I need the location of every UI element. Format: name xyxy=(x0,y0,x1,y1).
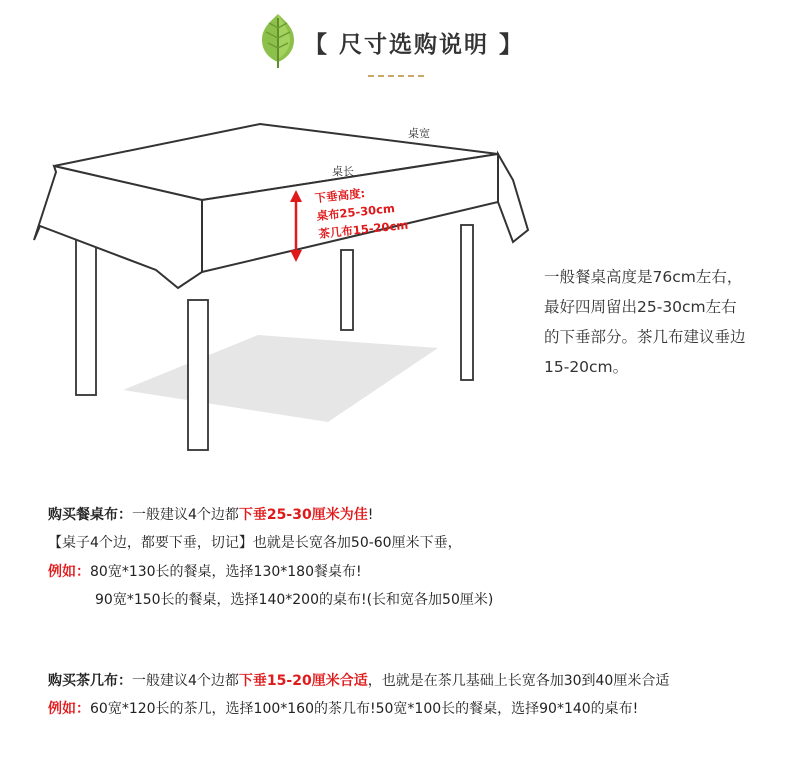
title-divider xyxy=(368,75,424,77)
dining-example-text: 80宽*130长的餐桌，选择130*180餐桌布! xyxy=(90,564,362,580)
width-label: 桌宽 xyxy=(408,127,430,140)
header xyxy=(0,0,790,90)
tea-heading: 购买茶几布： xyxy=(48,673,132,689)
tea-highlight: 下垂15-20厘米合适 xyxy=(238,673,368,689)
tea-example-label: 例如： xyxy=(48,701,90,717)
drop-table-label: 桌布25-30cm xyxy=(315,200,396,224)
table-leg-front-right xyxy=(188,300,208,450)
leaf-icon xyxy=(256,12,300,70)
cloth-right-drop xyxy=(498,154,528,242)
dining-line-1 xyxy=(48,504,373,524)
page-title: 【 尺寸选购说明 】 xyxy=(304,32,525,58)
side-note-line: 的下垂部分。茶几布建议垂边 xyxy=(544,328,746,346)
side-note xyxy=(544,262,774,382)
dining-example-label: 例如： xyxy=(48,564,90,580)
tea-line-1 xyxy=(48,670,669,690)
dining-example-2: 90宽*150长的餐桌，选择140*200的桌布!(长和宽各加50厘米) xyxy=(95,592,494,608)
drop-arrow-head-bottom xyxy=(290,250,302,262)
floor-shadow xyxy=(123,335,438,422)
tea-example xyxy=(48,698,638,718)
table-leg-back-left xyxy=(341,250,353,330)
length-label: 桌长 xyxy=(332,165,354,178)
dining-heading: 购买餐桌布： xyxy=(48,507,132,523)
table-diagram xyxy=(28,110,538,470)
dining-line-2: 【桌子4个边，都要下垂，切记】也就是长宽各加50-60厘米下垂， xyxy=(48,535,462,551)
side-note-line: 15-20cm。 xyxy=(544,358,629,376)
table-leg-front-left xyxy=(76,230,96,395)
tea-text-end: ，也就是在茶几基础上长宽各加30到40厘米合适 xyxy=(367,673,670,689)
drop-tea-label: 茶几布15-20cm xyxy=(317,217,409,242)
tea-example-text: 60宽*120长的茶几，选择100*160的茶几布!50宽*100长的餐桌，选择90*140的桌布! xyxy=(90,701,639,717)
table-leg-back-right xyxy=(461,225,473,380)
dining-text-end: ! xyxy=(367,507,374,523)
drop-title: 下垂高度: xyxy=(314,186,366,206)
dining-example-1 xyxy=(48,561,362,581)
dining-text: 一般建议4个边都 xyxy=(132,507,239,523)
side-note-line: 一般餐桌高度是76cm左右， xyxy=(544,268,743,286)
tea-text: 一般建议4个边都 xyxy=(132,673,239,689)
dining-highlight: 下垂25-30厘米为佳 xyxy=(238,507,368,523)
side-note-line: 最好四周留出25-30cm左右 xyxy=(544,298,737,316)
